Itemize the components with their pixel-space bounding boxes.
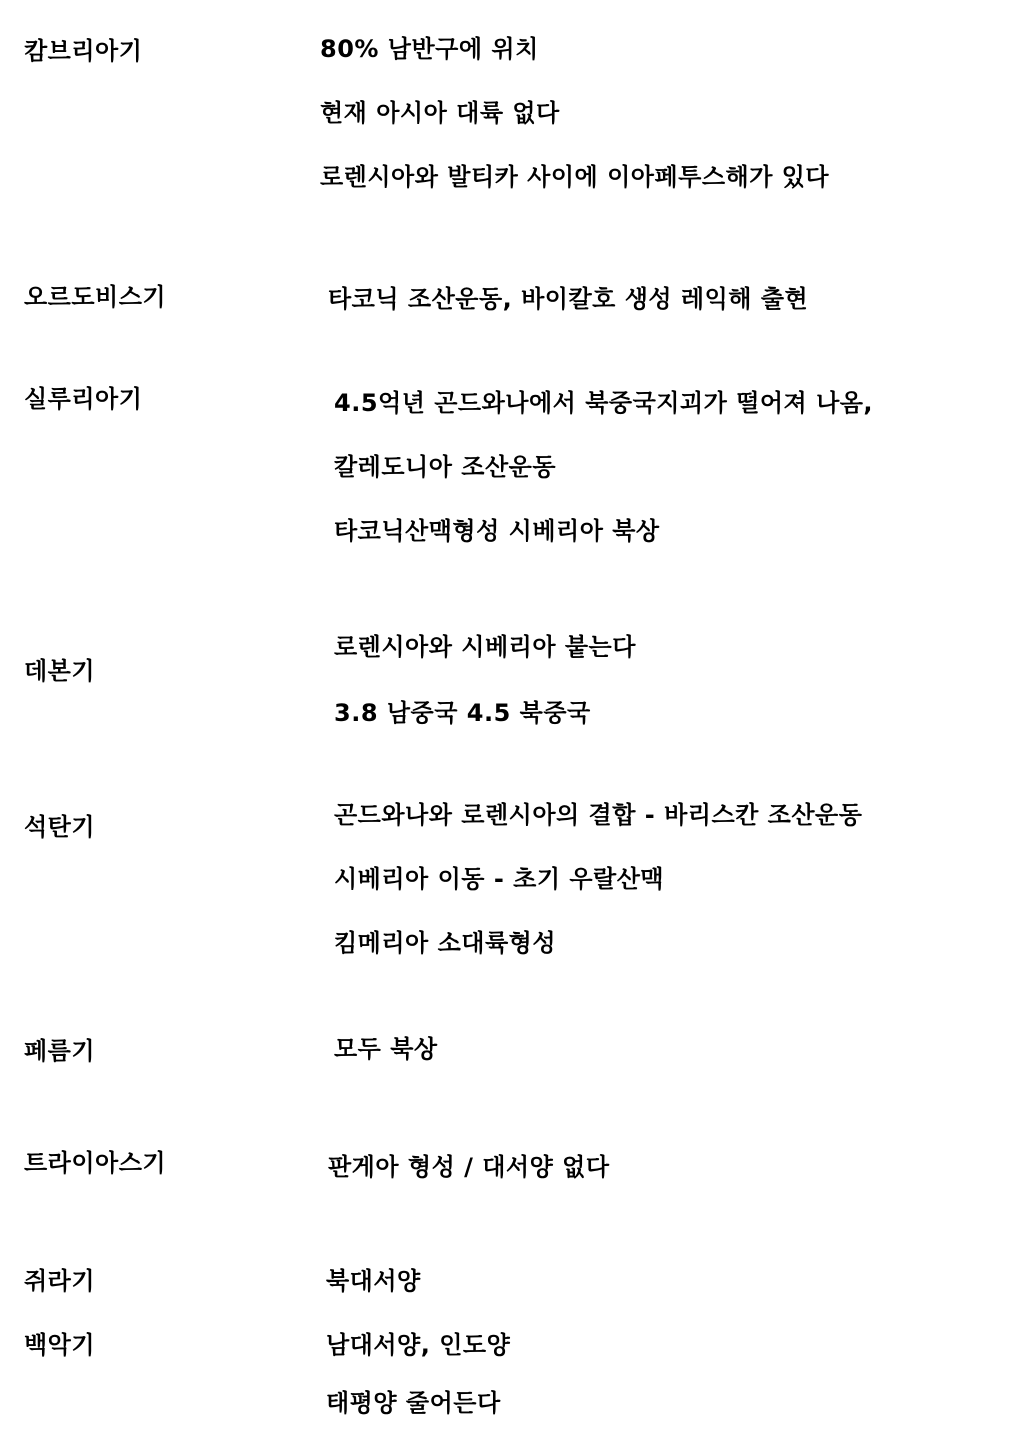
period-label-silurian: 실루리아기: [24, 385, 143, 413]
period-note-jurassic-1: 북대서양: [326, 1267, 421, 1295]
period-label-cretaceous: 백악기: [24, 1331, 96, 1359]
period-note-triassic-1: 판게아 형성 / 대서양 없다: [328, 1153, 610, 1181]
period-note-silurian-1: 4.5억년 곤드와나에서 북중국지괴가 떨어져 나옴,: [334, 389, 874, 417]
period-note-carboniferous-2: 시베리아 이동 - 초기 우랄산맥: [334, 865, 665, 893]
period-label-permian: 페름기: [24, 1037, 96, 1065]
period-note-carboniferous-3: 킴메리아 소대륙형성: [334, 929, 557, 957]
period-note-ordovician-1: 타코닉 조산운동, 바이칼호 생성 레익해 출현: [328, 285, 809, 313]
period-label-jurassic: 쥐라기: [24, 1267, 96, 1295]
period-note-cambrian-2: 현재 아시아 대륙 없다: [320, 99, 560, 127]
period-note-cretaceous-2: 태평양 줄어든다: [326, 1389, 501, 1417]
period-label-devonian: 데본기: [24, 657, 96, 685]
period-note-cambrian-3: 로렌시아와 발티카 사이에 이아페투스해가 있다: [320, 163, 830, 191]
period-note-permian-1: 모두 북상: [334, 1035, 438, 1063]
period-note-silurian-2: 칼레도니아 조산운동: [334, 453, 557, 481]
period-label-carboniferous: 석탄기: [24, 813, 96, 841]
period-note-silurian-3: 타코닉산맥형성 시베리아 북상: [334, 517, 660, 545]
period-note-carboniferous-1: 곤드와나와 로렌시아의 결합 - 바리스칸 조산운동: [334, 801, 863, 829]
period-note-devonian-2: 3.8 남중국 4.5 북중국: [334, 699, 591, 727]
period-label-cambrian: 캄브리아기: [24, 37, 143, 65]
period-note-devonian-1: 로렌시아와 시베리아 붙는다: [334, 633, 636, 661]
period-label-triassic: 트라이아스기: [24, 1149, 167, 1177]
period-note-cretaceous-1: 남대서양, 인도양: [326, 1331, 511, 1359]
period-note-cambrian-1: 80% 남반구에 위치: [320, 35, 539, 63]
period-label-ordovician: 오르도비스기: [24, 283, 167, 311]
